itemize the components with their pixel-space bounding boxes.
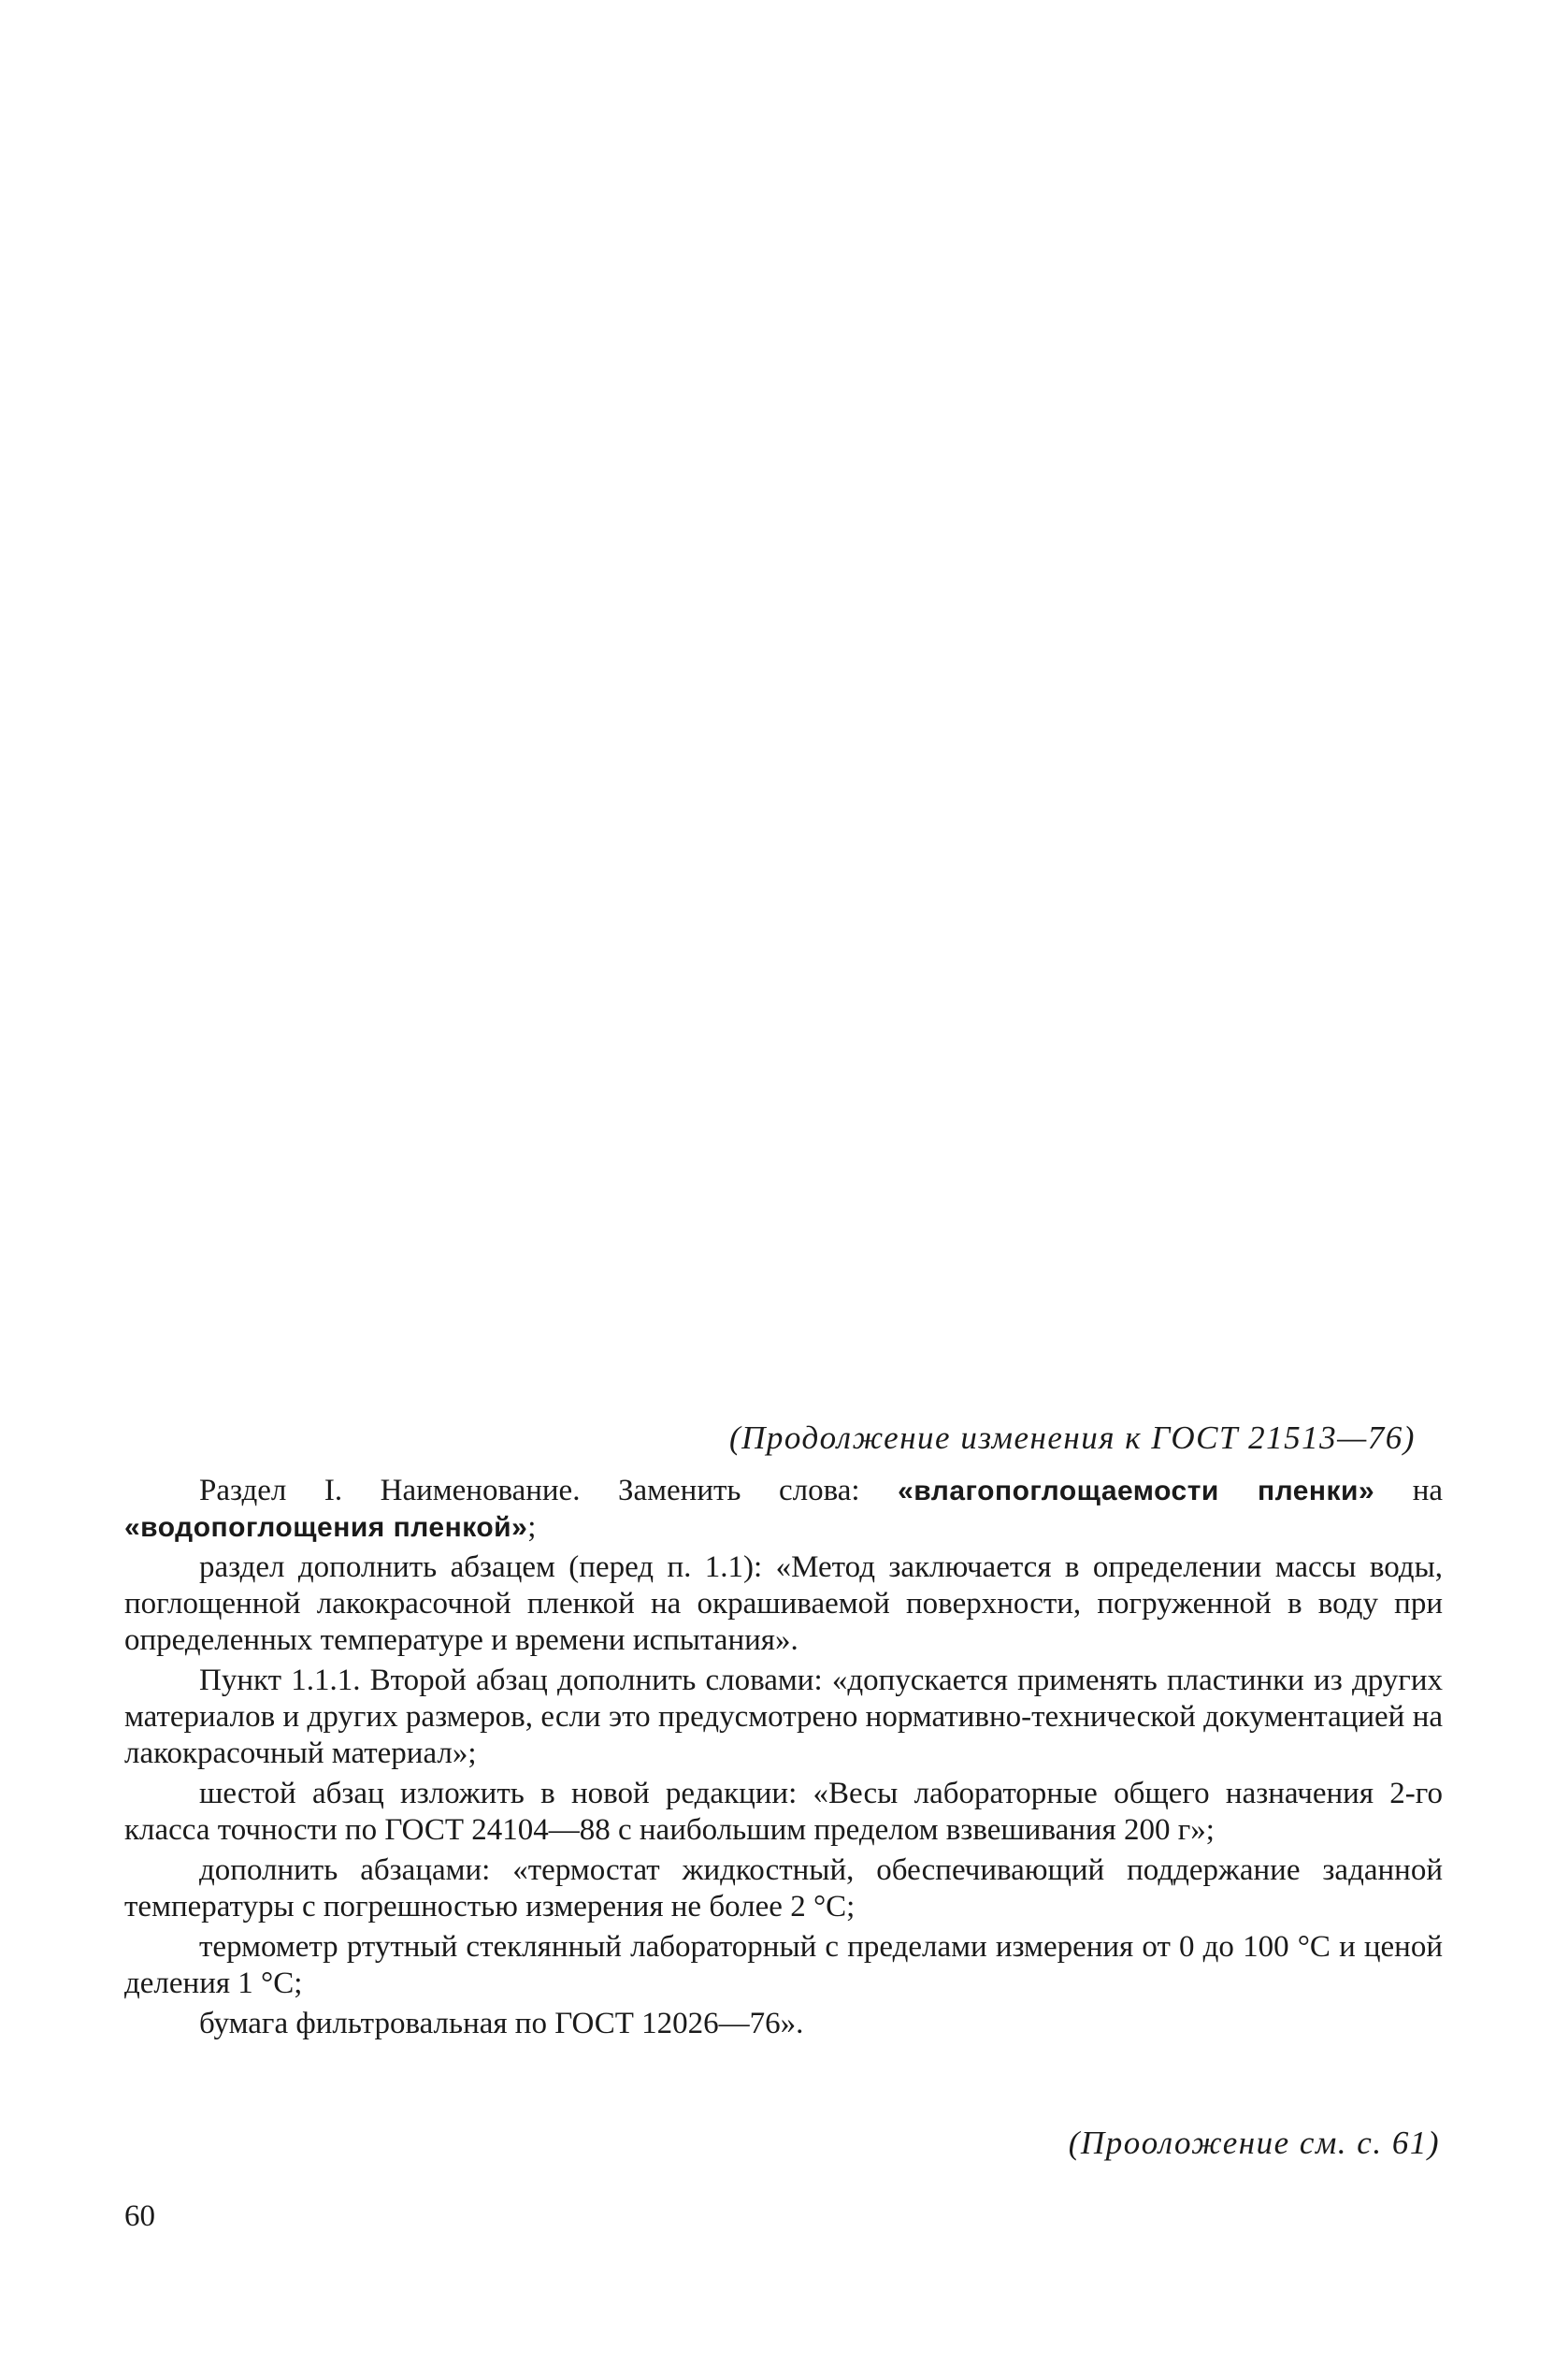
new-term: «водопоглощения пленкой» (124, 1512, 528, 1543)
paragraph-scales: шестой абзац изложить в новой редакции: «Весы лабораторные общего назначения 2-го класса точности по ГОСТ 24104—88 с наибольшим пределом взвешивания 200 г»; (124, 1777, 1443, 1847)
continuation-header: (Продолжение изменения к ГОСТ 21513—76) (729, 1419, 1416, 1456)
paragraph-1-end: ; (527, 1510, 537, 1544)
paragraph-1-joiner: на (1374, 1474, 1444, 1507)
page-number: 60 (124, 2199, 155, 2233)
amendment-body (124, 1473, 1443, 2046)
paragraph-thermometer: термометр ртутный стеклянный лабораторный с пределами измерения от 0 до 100 °С и ценой деления 1 °С; (124, 1930, 1443, 2000)
paragraph-1-lead: Раздел I. Наименование. Заменить слова: (199, 1474, 899, 1507)
paragraph-item-1-1-1: Пункт 1.1.1. Второй абзац дополнить словами: «допускается применять пластинки из других материалов и других размеров, если это предусмотрено нормативно-технической документацией на лакокрасочный материал»; (124, 1664, 1443, 1770)
paragraph-filter-paper: бумага фильтровальная по ГОСТ 12026—76». (199, 2007, 804, 2040)
paragraph-method: раздел дополнить абзацем (перед п. 1.1): «Метод заключается в определении массы воды, поглощенной лакокрасочной пленкой на окрашиваемой поверхности, погруженной в воду при определенных температуре и времени испытания». (124, 1550, 1443, 1657)
paragraph-thermostat: дополнить абзацами: «термостат жидкостный, обеспечивающий поддержание заданной температуры с погрешностью измерения не более 2 °С; (124, 1853, 1443, 1924)
paragraph-section-1 (124, 1473, 1443, 1546)
replaced-term: «влагопоглощаемости пленки» (898, 1476, 1375, 1506)
continuation-footer: (Прооложение см. с. 61) (1068, 2125, 1440, 2161)
